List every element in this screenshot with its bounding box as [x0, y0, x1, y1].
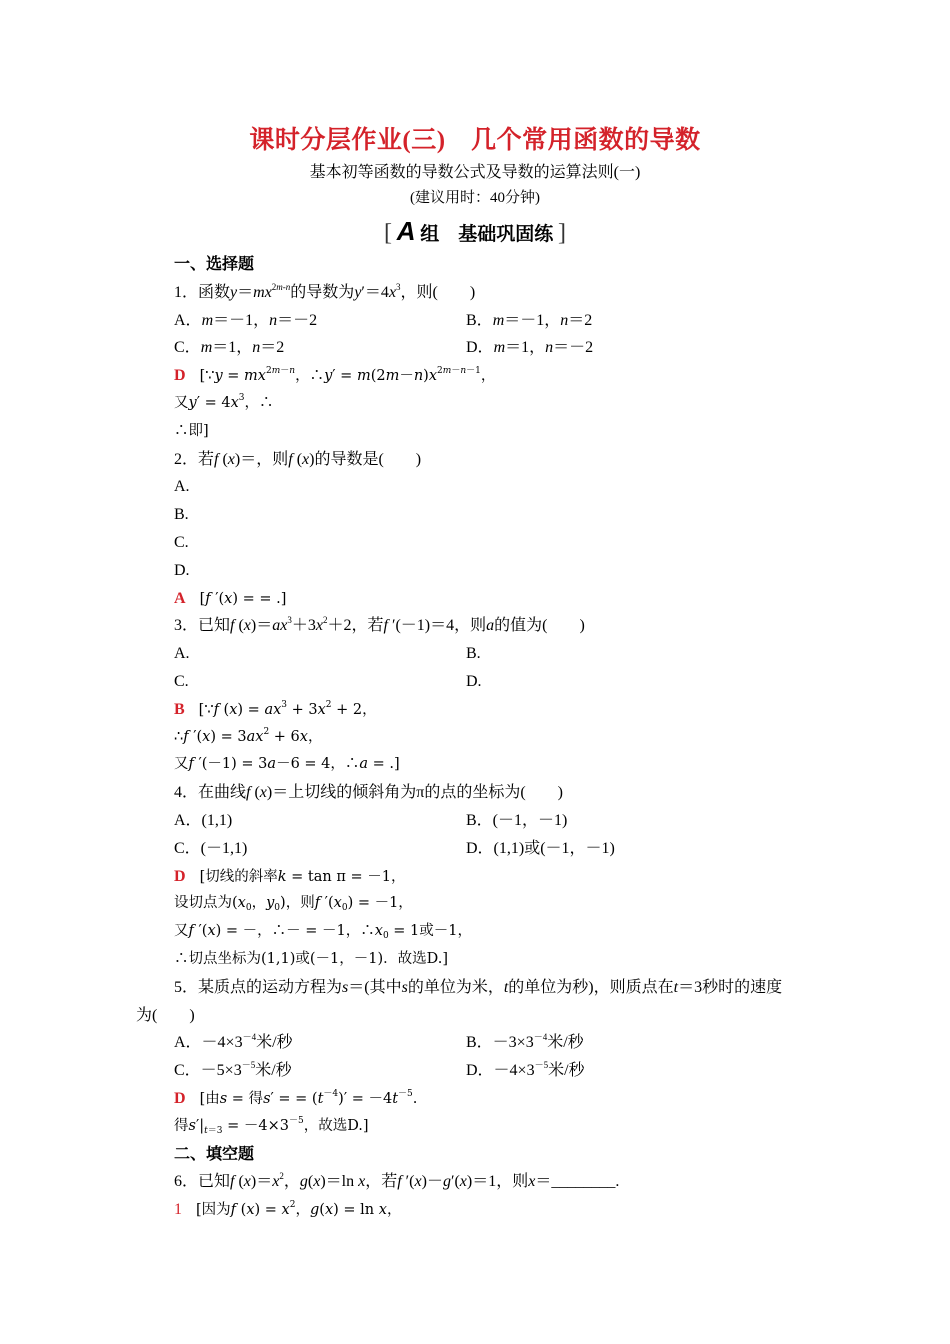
question-5-stem-1: 5．某质点的运动方程为s＝(其中s的单位为米，t的单位为秒)，则质点在t＝3秒时的速度: [174, 978, 783, 996]
question-1-options-ab: [174, 307, 834, 335]
section-heading-fill: 二、填空题: [174, 1145, 255, 1163]
question-4-option-c[interactable]: C．(－1,1): [174, 839, 248, 857]
question-1-stem: 1．函数$y=mx^{2m-n}$的导数为$y'=4x^3$，则( ): [174, 281, 476, 301]
suggested-time: (建议用时：40分钟): [410, 190, 540, 206]
question-1-explanation-2: 又$y' = 4x^3$，∴: [174, 392, 274, 411]
question-3-stem: 3．已知f $(x)=ax^3+3x^2+2$，若f ′(－1)＝4，则a的值为( ): [174, 615, 585, 635]
question-2-option-d[interactable]: D.: [174, 561, 190, 579]
question-4-option-a[interactable]: A．(1,1): [174, 811, 233, 829]
question-5-option-b[interactable]: B．$-3\times 3^{-4}$米/秒: [466, 1032, 584, 1052]
question-1-option-c[interactable]: C．m＝1，n＝2: [174, 339, 285, 357]
question-5-answer: D: [174, 1089, 186, 1107]
question-5-option-d[interactable]: D．$-4\times 3^{-5}$米/秒: [466, 1060, 585, 1080]
question-2-answer: A: [174, 589, 186, 607]
question-4-answer: D: [174, 867, 186, 885]
left-bracket-icon: [: [383, 220, 392, 246]
question-5-option-a[interactable]: A．$-4\times 3^{-4}$米/秒: [174, 1032, 293, 1052]
question-6-explanation-1: 1 [因为f $(x) = x^2$，g(x) = ln x，: [174, 1200, 402, 1219]
question-3-options-cd: [174, 668, 834, 696]
group-heading: [0, 216, 950, 247]
question-4-explanation-2: 设切点为($x_0$，$y_0$)，则f $'(x_0) = -1$，: [174, 895, 413, 914]
question-4-options-ab: [174, 807, 834, 835]
question-4-option-b[interactable]: B．(－1，－1): [466, 811, 568, 829]
page-subtitle: 基本初等函数的导数公式及导数的运算法则(一): [309, 164, 641, 181]
question-3-option-a[interactable]: A.: [174, 645, 190, 663]
question-3-option-d[interactable]: D.: [466, 672, 482, 690]
question-5-stem-2: 为( ): [136, 1006, 195, 1024]
question-list: [136, 251, 834, 1224]
question-1-option-a[interactable]: A．m＝－1，n＝－2: [174, 311, 318, 329]
question-1-option-d[interactable]: D．m＝1，n＝－2: [466, 339, 594, 357]
group-letter: A: [396, 216, 416, 246]
question-3-explanation-2: ∴f $'(x) = 3ax^2 + 6x$，: [174, 726, 323, 745]
group-label: 组 基础巩固练: [420, 224, 554, 245]
question-4-options-cd: [174, 835, 834, 863]
right-bracket-icon: ]: [558, 220, 567, 246]
question-3-option-c[interactable]: C.: [174, 672, 189, 690]
question-5-options-cd: [174, 1057, 834, 1085]
question-1-option-b[interactable]: B．m＝－1，n＝2: [466, 311, 593, 329]
question-1-explanation-3: ∴即]: [174, 422, 209, 439]
question-5-explanation-2: 得$s'|_{t=3} = -4\times 3^{-5}$，故选D.]: [174, 1115, 369, 1136]
question-1-answer: D: [174, 367, 186, 385]
question-1-options-cd: [174, 334, 834, 362]
question-2-explanation: A [f ′(x) = = .]: [174, 589, 287, 607]
question-1-explanation-1: D [∵y = $mx^{2m-n}$，∴y′ = $m(2m-n)x^{2m-n-1}$，: [174, 366, 496, 385]
section-heading-choice: 一、选择题: [174, 256, 255, 273]
question-3-answer: B: [174, 700, 185, 718]
question-4-stem: 4．在曲线f (x)＝上切线的倾斜角为π的点的坐标为( ): [174, 784, 563, 802]
question-3-option-b[interactable]: B.: [466, 645, 481, 663]
question-4-explanation-4: ∴切点坐标为(1,1)或(－1，－1)．故选D.]: [174, 950, 449, 967]
question-6-stem: 6．已知f $(x)=x^2$，g(x)＝ln x，若f ′(x)－g′(x)＝1，则x＝________.: [174, 1171, 620, 1191]
question-2-stem: 2．若f (x)＝，则f (x)的导数是( ): [174, 450, 422, 468]
question-3-explanation-3: 又f ′(－1) = 3a－6 = 4，∴a = .]: [174, 756, 400, 773]
question-4-explanation-3: 又f ′(x) = －，∴－ = －1，$\therefore x_0 = 1$或－1，: [174, 923, 472, 942]
question-5-explanation-1: D [由s = 得s′ = = $(t^{-4})' = -4t^{-5}$.: [174, 1088, 418, 1107]
question-5-option-c[interactable]: C．$-5\times 3^{-5}$米/秒: [174, 1060, 292, 1080]
question-4-option-d[interactable]: D．(1,1)或(－1，－1): [466, 839, 615, 857]
question-2-option-c[interactable]: C.: [174, 533, 189, 551]
question-5-options-ab: [174, 1029, 834, 1057]
page-title: 课时分层作业(三) 几个常用函数的导数: [249, 127, 701, 154]
question-2-option-a[interactable]: A.: [174, 478, 190, 496]
question-3-explanation-1: B [∵f $(x) = ax^3 + 3x^2 + 2$，: [174, 699, 377, 718]
question-3-options-ab: [174, 640, 834, 668]
question-6-answer: 1: [174, 1201, 182, 1219]
question-4-explanation-1: D [切线的斜率k = tan π = －1，: [174, 867, 406, 885]
question-2-option-b[interactable]: B.: [174, 506, 189, 524]
